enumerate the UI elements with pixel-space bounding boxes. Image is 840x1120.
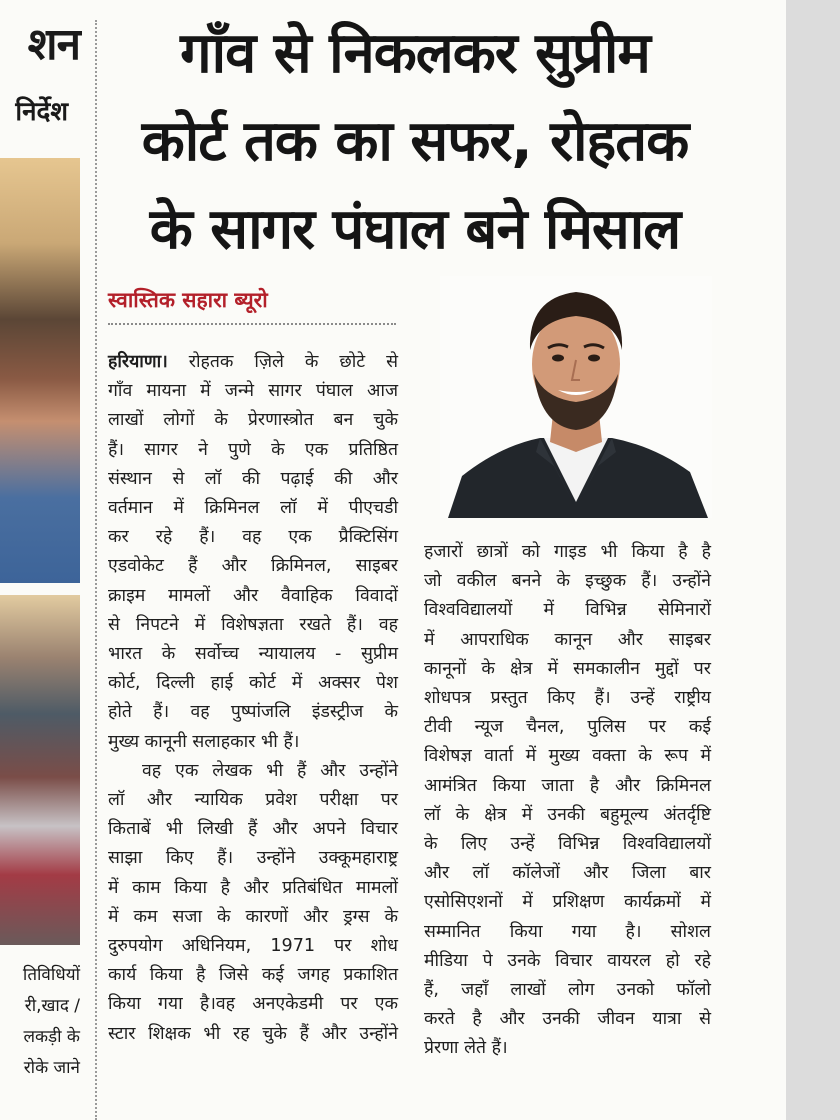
adjacent-text-lines [0,960,82,1084]
body-line: क्राइम मामलों और वैवाहिक विवादों [108,585,398,606]
body-line: कार्य किया है जिसे कई जगह प्रकाशित [108,965,398,986]
body-line: कानूनों के क्षेत्र में समकालीन मुद्दों पर [424,658,711,679]
adjacent-column [0,0,82,1120]
adjacent-text-line: री,खाद / [24,996,80,1016]
body-text: रोहतक ज़िले के छोटे से [167,352,398,372]
body-line: सम्मानित किया गया है। सोशल [424,921,711,942]
article-headline [100,10,730,274]
body-line: कर रहे हैं। वह एक प्रैक्टिसिंग [108,527,398,548]
body-line: के लिए उन्हें विभिन्न विश्वविद्यालयों [424,834,711,855]
body-line: किताबें भी लिखी हैं और अपने विचार [108,819,398,840]
body-line: लॉ और न्यायिक प्रवेश परीक्षा पर [108,790,398,811]
body-line: एसोसिएशनों में प्रशिक्षण कार्यक्रमों में [424,892,711,913]
body-line: मुख्य कानूनी सलाहकार भी हैं। [108,731,300,752]
body-line: हैं। सागर ने पुणे के एक प्रतिष्ठित [108,439,398,460]
adjacent-text-line: रोके जाने [23,1058,80,1078]
body-line: विशेषज्ञ वार्ता में मुख्य वक्ता के रूप में [424,746,711,767]
body-line: साझा किए हैं। उन्होंने उक्कूमहाराष्ट्र [108,848,398,869]
body-line: और लॉ कॉलेजों और जिला बार [424,863,711,884]
body-line: से निपटने में विशेषज्ञता रखते हैं। वह [108,614,398,635]
body-line: जो वकील बनने के इच्छुक हैं। उन्होंने [424,571,711,592]
body-line: किया गया है।वह अनएकेडमी पर एक [108,994,398,1015]
column-divider [95,20,97,1120]
body-line: दुरुपयोग अधिनियम, 1971 पर शोध [108,936,398,957]
body-line: वह एक लेखक भी हैं और उन्होंने [142,760,398,781]
body-line: करते है और उनकी जीवन यात्रा से [424,1009,711,1030]
body-line: स्टार शिक्षक भी रह चुके हैं और उन्होंने [108,1023,398,1044]
body-line: विश्वविद्यालयों में विभिन्न सेमिनारों [424,600,711,621]
body-line [108,348,398,377]
article-column-2 [424,538,711,1064]
dateline: हरियाणा। [108,352,168,372]
body-line: में आपराधिक कानून और साइबर [424,629,711,650]
body-line: आमंत्रित किया जाता है और क्रिमिनल [424,775,711,796]
body-line: भारत के सर्वोच्च न्यायालय - सुप्रीम [108,644,398,665]
body-line: संस्थान से लॉ की पढ़ाई की और [108,468,398,489]
adjacent-photo-bottom [0,595,80,945]
body-line: कोर्ट, दिल्ली हाई कोर्ट में अक्सर पेश [108,673,398,694]
byline: स्वास्तिक सहारा ब्यूरो [108,288,268,312]
portrait-illustration [440,276,712,518]
portrait-photo [440,276,712,518]
body-line: में काम किया है और प्रतिबंधित मामलों [108,877,398,898]
adjacent-photo-top [0,158,80,583]
adjacent-text-line: तिविधियों [22,965,80,985]
body-line: लाखों लोगों के प्रेरणास्त्रोत बन चुके [108,410,398,431]
adjacent-headline-fragment: शन [27,19,80,70]
body-line: होते हैं। वह पुष्पांजलि इंडस्ट्रीज के [108,702,398,723]
headline-line: के सागर पंघाल बने मिसाल [149,197,681,262]
body-line: शोधपत्र प्रस्तुत किए हैं। उन्हें राष्ट्रीय [424,688,711,709]
adjacent-subheading-fragment: निर्देश [15,97,68,127]
body-line: मीडिया पे उनके विचार वायरल हो रहे [424,950,711,971]
article-column-1 [108,348,398,1049]
body-line: प्रेरणा लेते हैं। [424,1038,508,1059]
body-line: वर्तमान में क्रिमिनल लॉ में पीएचडी [108,498,398,519]
body-line: हजारों छात्रों को गाइड भी किया है है [424,542,711,562]
body-line: में कम सजा के कारणों और ड्रग्स के [108,906,398,927]
body-line: गाँव मायना में जन्मे सागर पंघाल आज [108,381,398,402]
adjacent-text-line: लकड़ी के [23,1027,80,1047]
scan-margin [786,0,840,1120]
byline-divider [108,323,396,325]
body-line: टीवी न्यूज चैनल, पुलिस पर कई [424,717,711,738]
headline-line: गाँव से निकलकर सुप्रीम [180,21,650,86]
body-line: लॉ के क्षेत्र में उनकी बहुमूल्य अंतर्दृष्टि [424,804,711,825]
headline-line: कोर्ट तक का सफर, रोहतक [141,109,689,174]
body-line: एडवोकेट हैं और क्रिमिनल, साइबर [108,556,398,577]
body-line: हैं, जहाँ लाखों लोग उनको फॉलो [424,980,711,1001]
